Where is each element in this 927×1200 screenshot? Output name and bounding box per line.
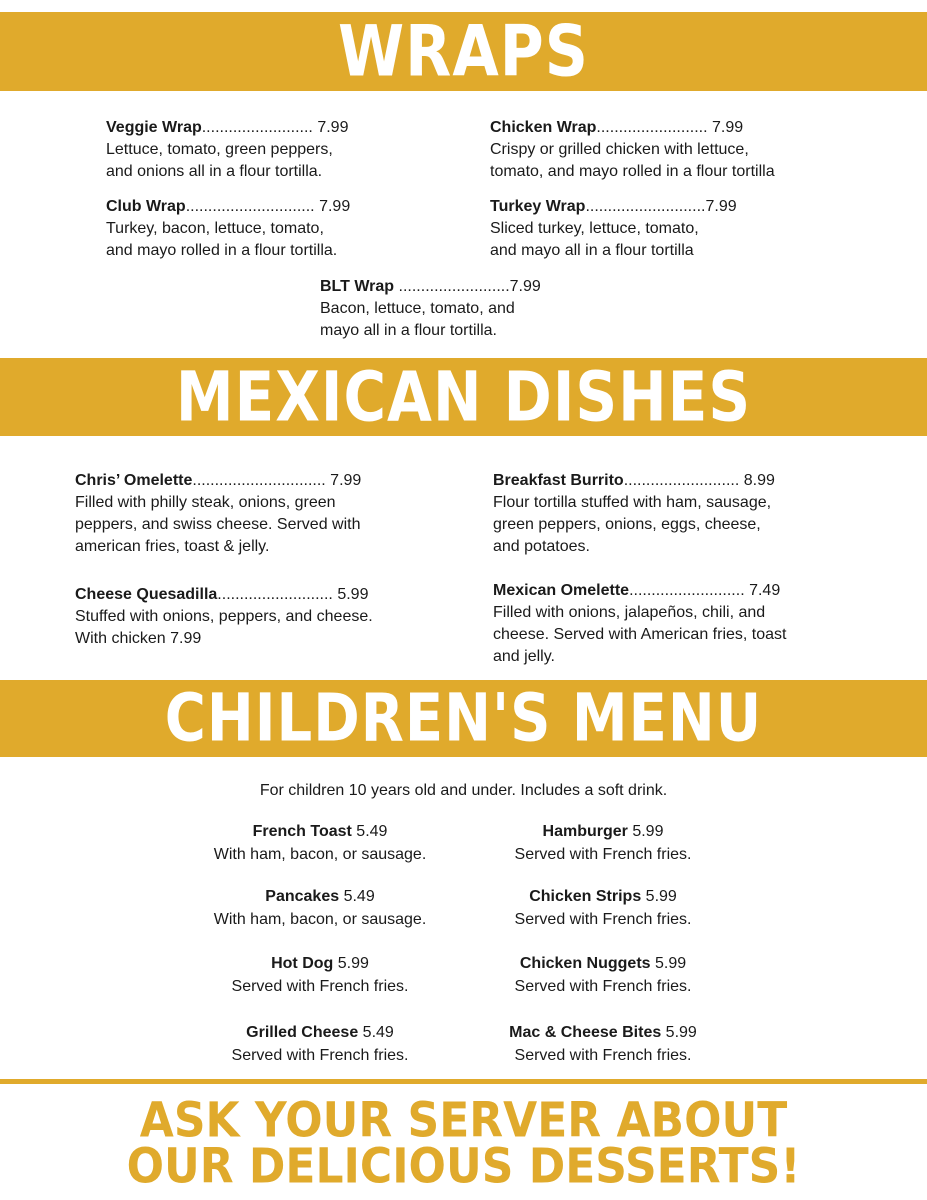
menu-item-blt-wrap xyxy=(320,276,541,342)
item-name: Pancakes xyxy=(265,888,340,905)
item-price: 5.99 xyxy=(650,955,687,972)
item-description: Filled with onions, jalapeños, chili, and xyxy=(493,604,766,621)
item-description: Served with French fries. xyxy=(514,977,692,995)
item-name: Club Wrap xyxy=(106,198,186,215)
item-name: Chicken Strips xyxy=(529,888,642,905)
item-description: green peppers, onions, eggs, cheese, xyxy=(493,516,761,533)
item-name: Cheese Quesadilla xyxy=(75,586,218,603)
item-description: Bacon, lettuce, tomato, and xyxy=(320,300,515,317)
menu-item-mexican-omelette xyxy=(493,580,786,668)
item-dots: ......................... xyxy=(394,278,510,295)
item-dots: .......................... xyxy=(629,582,745,599)
item-description: Served with French fries. xyxy=(514,1046,692,1064)
item-name: Grilled Cheese xyxy=(246,1024,359,1041)
kids-item-hamburger xyxy=(453,821,753,866)
item-price: 5.99 xyxy=(332,586,369,603)
mexican-dishes-title: MEXICAN DISHES xyxy=(175,356,752,438)
item-dots: .......................... xyxy=(217,586,333,603)
item-description: Crispy or grilled chicken with lettuce, xyxy=(490,141,749,158)
item-price: 5.99 xyxy=(641,888,677,905)
kids-item-grilled-cheese xyxy=(170,1022,470,1067)
item-description: cheese. Served with American fries, toast xyxy=(493,626,787,643)
menu-item-club-wrap xyxy=(106,196,350,262)
item-price: 7.99 xyxy=(509,278,541,295)
desserts-callout-line-2: OUR DELICIOUS DESSERTS! xyxy=(126,1138,801,1195)
item-price: 5.49 xyxy=(358,1024,394,1041)
item-price: 5.49 xyxy=(351,823,388,840)
item-description: and mayo rolled in a flour tortilla. xyxy=(106,242,338,259)
item-dots: ......................... xyxy=(201,119,313,136)
item-description: and jelly. xyxy=(493,648,555,665)
item-name: Breakfast Burrito xyxy=(493,472,624,489)
kids-item-hot-dog xyxy=(170,953,470,998)
desserts-callout-line-1: ASK YOUR SERVER ABOUT xyxy=(139,1092,788,1149)
item-name: French Toast xyxy=(252,823,352,840)
item-name: Veggie Wrap xyxy=(106,119,202,136)
item-dots: ......................... xyxy=(596,119,708,136)
mexican-dishes-banner xyxy=(0,358,927,436)
item-price: 5.49 xyxy=(339,888,375,905)
item-description: Sliced turkey, lettuce, tomato, xyxy=(490,220,699,237)
kids-item-chicken-nuggets xyxy=(453,953,753,998)
item-price: 7.99 xyxy=(707,119,744,136)
item-name: Chicken Wrap xyxy=(490,119,597,136)
item-description: american fries, toast & jelly. xyxy=(75,538,270,555)
item-price: 7.99 xyxy=(314,198,351,215)
item-description: Turkey, bacon, lettuce, tomato, xyxy=(106,220,324,237)
item-description: Stuffed with onions, peppers, and cheese. xyxy=(75,608,373,625)
item-description: Flour tortilla stuffed with ham, sausage, xyxy=(493,494,772,511)
item-price: 5.99 xyxy=(627,823,664,840)
menu-item-breakfast-burrito xyxy=(493,470,775,558)
item-price: 7.49 xyxy=(744,582,781,599)
item-dots: ............................. xyxy=(185,198,315,215)
item-description: With chicken 7.99 xyxy=(75,630,202,647)
childrens-menu-banner xyxy=(0,680,927,757)
menu-item-turkey-wrap xyxy=(490,196,737,262)
item-name: BLT Wrap xyxy=(320,278,395,295)
item-description: Served with French fries. xyxy=(514,845,692,863)
item-price: 5.99 xyxy=(661,1024,697,1041)
item-description: Served with French fries. xyxy=(231,1046,409,1064)
item-price: 7.99 xyxy=(705,198,737,215)
item-description: peppers, and swiss cheese. Served with xyxy=(75,516,361,533)
item-description: Filled with philly steak, onions, green xyxy=(75,494,336,511)
item-name: Chris’ Omelette xyxy=(75,472,193,489)
kids-item-mac-cheese-bites xyxy=(453,1022,753,1067)
kids-item-pancakes xyxy=(170,886,470,931)
footer-divider xyxy=(0,1079,927,1084)
item-name: Turkey Wrap xyxy=(490,198,586,215)
kids-item-french-toast xyxy=(170,821,470,866)
menu-item-veggie-wrap xyxy=(106,117,348,183)
item-price: 5.99 xyxy=(333,955,369,972)
item-dots: .............................. xyxy=(192,472,326,489)
item-dots: ........................... xyxy=(585,198,706,215)
childrens-menu-note: For children 10 years old and under. Includes a soft drink. xyxy=(259,782,668,799)
item-name: Mexican Omelette xyxy=(493,582,630,599)
item-description: Served with French fries. xyxy=(231,977,409,995)
item-description: and potatoes. xyxy=(493,538,590,555)
item-price: 7.99 xyxy=(325,472,362,489)
item-name: Hamburger xyxy=(542,823,628,840)
item-description: and mayo all in a flour tortilla xyxy=(490,242,694,259)
item-dots: .......................... xyxy=(623,472,740,489)
childrens-menu-title: CHILDREN'S MENU xyxy=(164,680,763,757)
menu-item-cheese-quesadilla xyxy=(75,584,373,650)
item-description: tomato, and mayo rolled in a flour tortilla xyxy=(490,163,775,180)
item-description: Lettuce, tomato, green peppers, xyxy=(106,141,333,158)
item-name: Hot Dog xyxy=(271,955,334,972)
item-name: Mac & Cheese Bites xyxy=(509,1024,662,1041)
item-price: 7.99 xyxy=(312,119,349,136)
item-name: Chicken Nuggets xyxy=(519,955,651,972)
menu-item-chicken-wrap xyxy=(490,117,775,183)
item-description: Served with French fries. xyxy=(514,910,692,928)
item-description: With ham, bacon, or sausage. xyxy=(213,910,427,928)
menu-item-chris-omelette xyxy=(75,470,361,558)
wraps-banner xyxy=(0,12,927,91)
wraps-title: WRAPS xyxy=(337,10,589,93)
item-description: With ham, bacon, or sausage. xyxy=(213,845,427,863)
item-description: and onions all in a flour tortilla. xyxy=(106,163,323,180)
item-description: mayo all in a flour tortilla. xyxy=(320,322,497,339)
item-price: 8.99 xyxy=(739,472,775,489)
kids-item-chicken-strips xyxy=(453,886,753,931)
